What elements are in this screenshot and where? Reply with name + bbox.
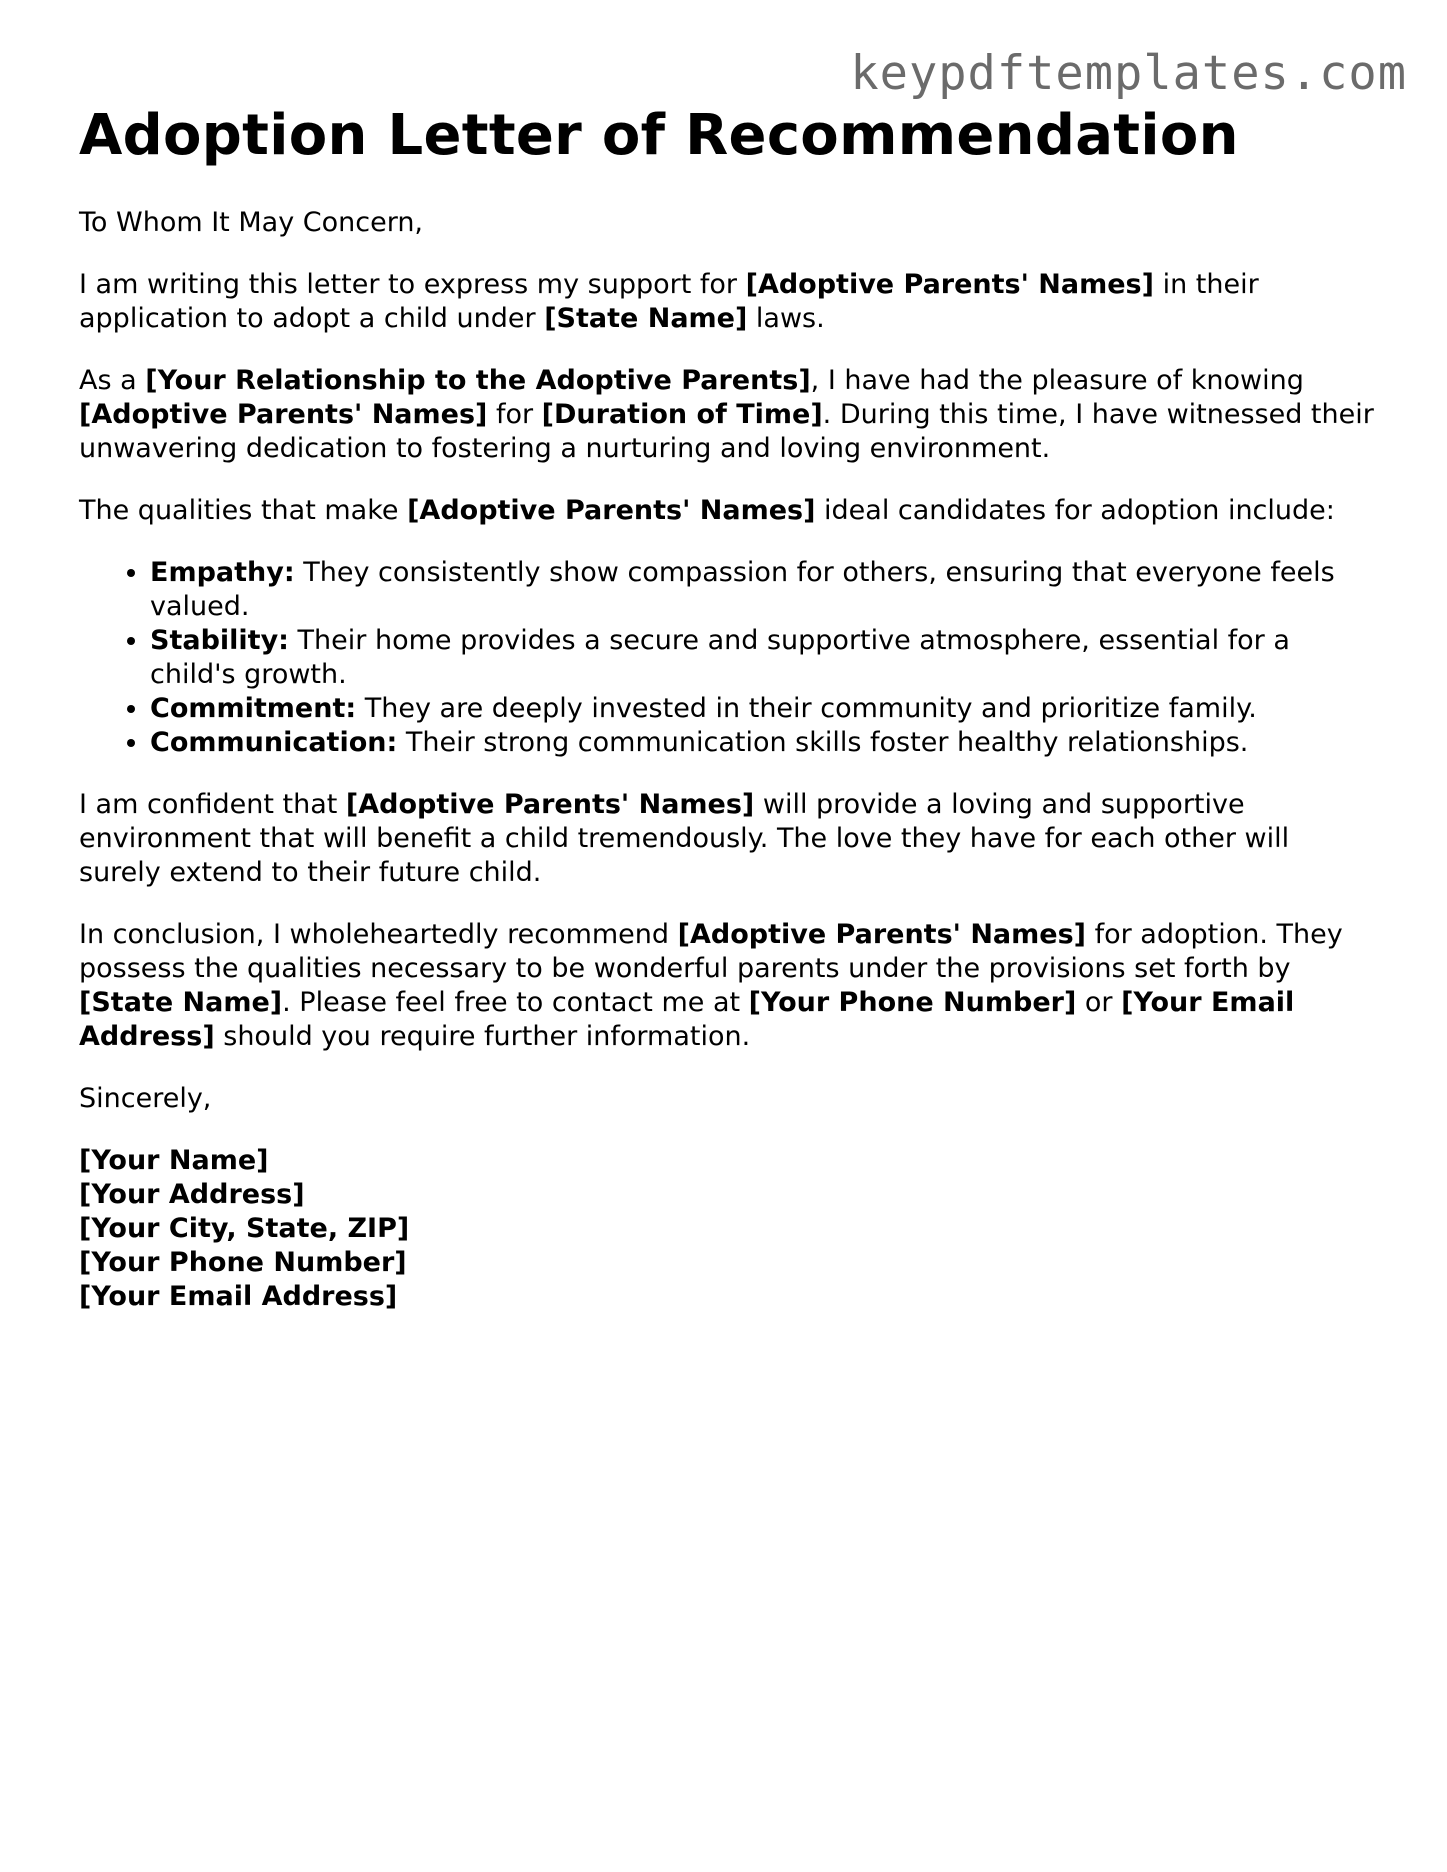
text: should you require further information.: [214, 1021, 751, 1052]
salutation: To Whom It May Concern,: [79, 207, 424, 238]
text: laws.: [747, 303, 825, 334]
placeholder-email: [Your Email Address]: [79, 987, 1295, 1052]
placeholder-state-name: [State Name]: [79, 987, 283, 1018]
text: As a: [79, 365, 146, 396]
text: , I have had the pleasure of knowing: [810, 365, 1304, 396]
placeholder-parents-names: [Adoptive Parents' Names]: [407, 495, 816, 526]
watermark: keypdftemplates.com: [850, 46, 1407, 101]
text: ideal candidates for adoption include:: [815, 495, 1335, 526]
placeholder-parents-names: [Adoptive Parents' Names]: [677, 919, 1087, 950]
signature-phone: [Your Phone Number]: [79, 1247, 407, 1278]
text: for adoption. They possess the qualities necessary to be wonderful parents under the provisions set forth by: [79, 919, 1343, 984]
text: will provide a loving and supportive environment that will benefit a child tremendously. The love they have for each other will surely extend to their future child.: [79, 789, 1290, 888]
signature-address: [Your Address]: [79, 1179, 305, 1210]
placeholder-parents-names: [Adoptive Parents' Names]: [79, 399, 488, 430]
list-item: [150, 726, 1379, 760]
signature-city: [Your City, State, ZIP]: [79, 1213, 410, 1244]
signature-block: [79, 1144, 1379, 1314]
paragraph-qualities-intro: [79, 494, 1379, 528]
text: I am confident that: [79, 789, 346, 820]
quality-text: They are deeply invested in their community and prioritize family.: [356, 693, 1257, 724]
letter-body: [79, 100, 1379, 1314]
text: . Please feel free to contact me at: [282, 987, 749, 1018]
quality-term: Empathy:: [150, 557, 295, 588]
placeholder-relationship: [Your Relationship to the Adoptive Parents]: [145, 365, 811, 396]
page-title: Adoption Letter of Recommendation: [79, 103, 1239, 168]
text: in their application to adopt a child under: [79, 269, 1259, 334]
text: for: [487, 399, 542, 430]
signature-email: [Your Email Address]: [79, 1281, 398, 1312]
quality-text: Their strong communication skills foster healthy relationships.: [397, 727, 1249, 758]
text: In conclusion, I wholeheartedly recommend: [79, 919, 678, 950]
text: The qualities that make: [79, 495, 408, 526]
paragraph-confidence: [79, 788, 1379, 890]
placeholder-duration: [Duration of Time]: [541, 399, 823, 430]
text: or: [1076, 987, 1122, 1018]
list-item: [150, 624, 1379, 692]
paragraph-relationship: [79, 364, 1379, 466]
list-item: [150, 692, 1379, 726]
placeholder-phone: [Your Phone Number]: [748, 987, 1077, 1018]
list-item: [150, 556, 1379, 624]
quality-term: Commitment:: [150, 693, 357, 724]
closing: Sincerely,: [79, 1083, 212, 1114]
text: . During this time, I have witnessed their unwavering dedication to fostering a nurturing and loving environment.: [79, 399, 1374, 464]
quality-text: They consistently show compassion for others, ensuring that everyone feels valued.: [150, 557, 1335, 622]
text: I am writing this letter to express my support for: [79, 269, 746, 300]
quality-text: Their home provides a secure and supportive atmosphere, essential for a child's growth.: [150, 625, 1290, 690]
paragraph-support: [79, 268, 1379, 336]
quality-term: Communication:: [150, 727, 398, 758]
placeholder-state-name: [State Name]: [544, 303, 748, 334]
placeholder-parents-names: [Adoptive Parents' Names]: [345, 789, 755, 820]
paragraph-conclusion: [79, 918, 1379, 1054]
quality-term: Stability:: [150, 625, 289, 656]
placeholder-parents-names: [Adoptive Parents' Names]: [745, 269, 1154, 300]
qualities-list: [79, 556, 1379, 760]
signature-name: [Your Name]: [79, 1145, 269, 1176]
